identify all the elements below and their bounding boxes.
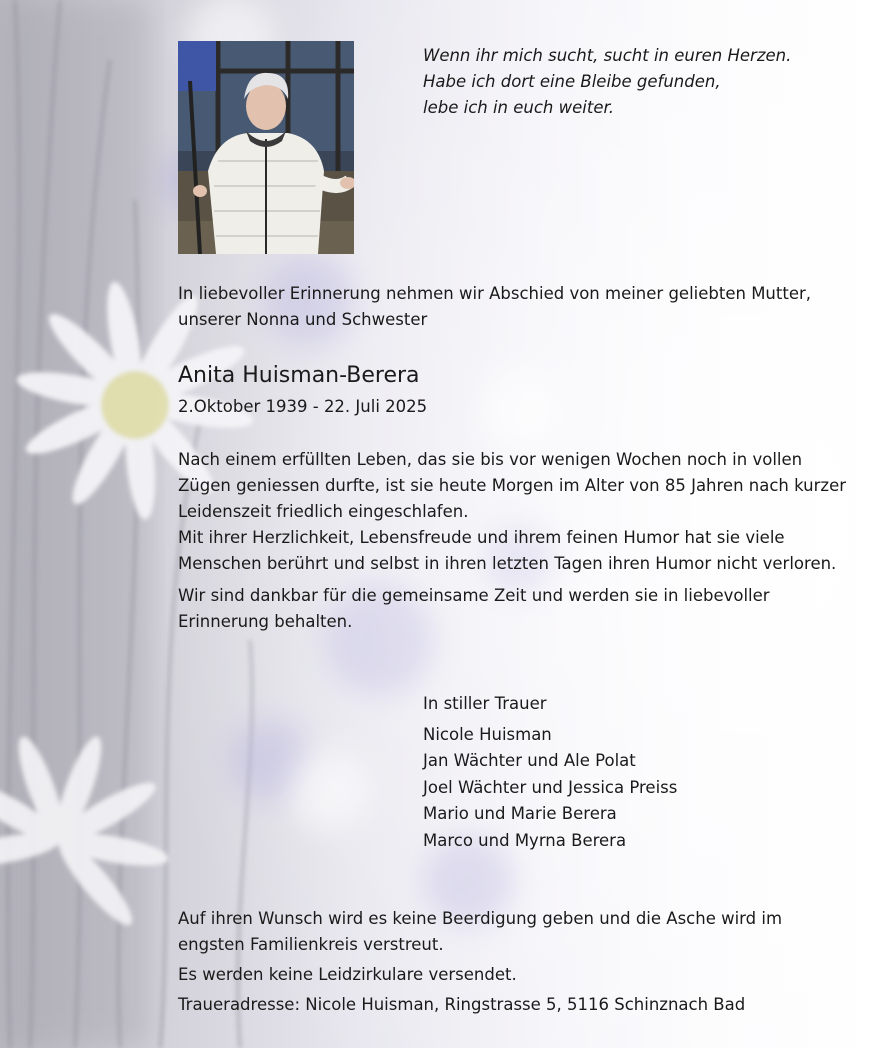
obituary-body [178,447,848,635]
mourner-name: Joel Wächter und Jessica Preiss [423,777,678,797]
deceased-name: Anita Huisman-Berera [178,363,420,388]
mourning-address: Traueradresse: Nicole Huisman, Ringstrasse 5, 5116 Schinznach Bad [178,995,746,1014]
mourner-name: Mario und Marie Berera [423,804,617,823]
mourner-name: Nicole Huisman [423,724,552,744]
body-paragraph: Nach einem erfüllten Leben, das sie bis vor wenigen Wochen noch in vollen Zügen geniessen durfte, ist sie heute Morgen im Alter von 85 Jahren nach kurzer Leidenszeit friedlich eingeschlafen. [178,450,847,521]
mourners-list [423,691,823,854]
body-paragraph: Mit ihrer Herzlichkeit, Lebensfreude und ihrem feinen Humor hat sie viele Menschen berührt und selbst in ihren letzten Tagen ihren Humor nicht verloren. [178,528,837,573]
mourner-name: Marco und Myrna Berera [423,830,627,850]
mourner-name: Jan Wächter und Ale Polat [423,751,636,770]
quote-line: Habe ich dort eine Bleibe gefunden, [423,72,721,91]
closing-notes [178,906,848,1018]
body-paragraph: Wir sind dankbar für die gemeinsame Zeit und werden sie in liebevoller Erinnerung behalten. [178,586,770,631]
quote-line: Wenn ihr mich sucht, sucht in euren Herzen. [423,46,792,65]
portrait-photo [178,41,354,254]
funeral-note: Auf ihren Wunsch wird es keine Beerdigung geben und die Asche wird im engsten Familienkreis verstreut. [178,909,783,954]
mourners-heading: In stiller Trauer [423,694,547,713]
quote-line: lebe ich in euch weiter. [423,98,614,117]
intro-text [178,281,848,333]
memorial-quote [423,43,843,121]
intro-line: In liebevoller Erinnerung nehmen wir Abschied von meiner geliebten Mutter, [178,284,812,303]
intro-line: unserer Nonna und Schwester [178,310,428,329]
circulars-note: Es werden keine Leidzirkulare versendet. [178,965,517,984]
life-dates: 2.Oktober 1939 - 22. Juli 2025 [178,397,428,416]
